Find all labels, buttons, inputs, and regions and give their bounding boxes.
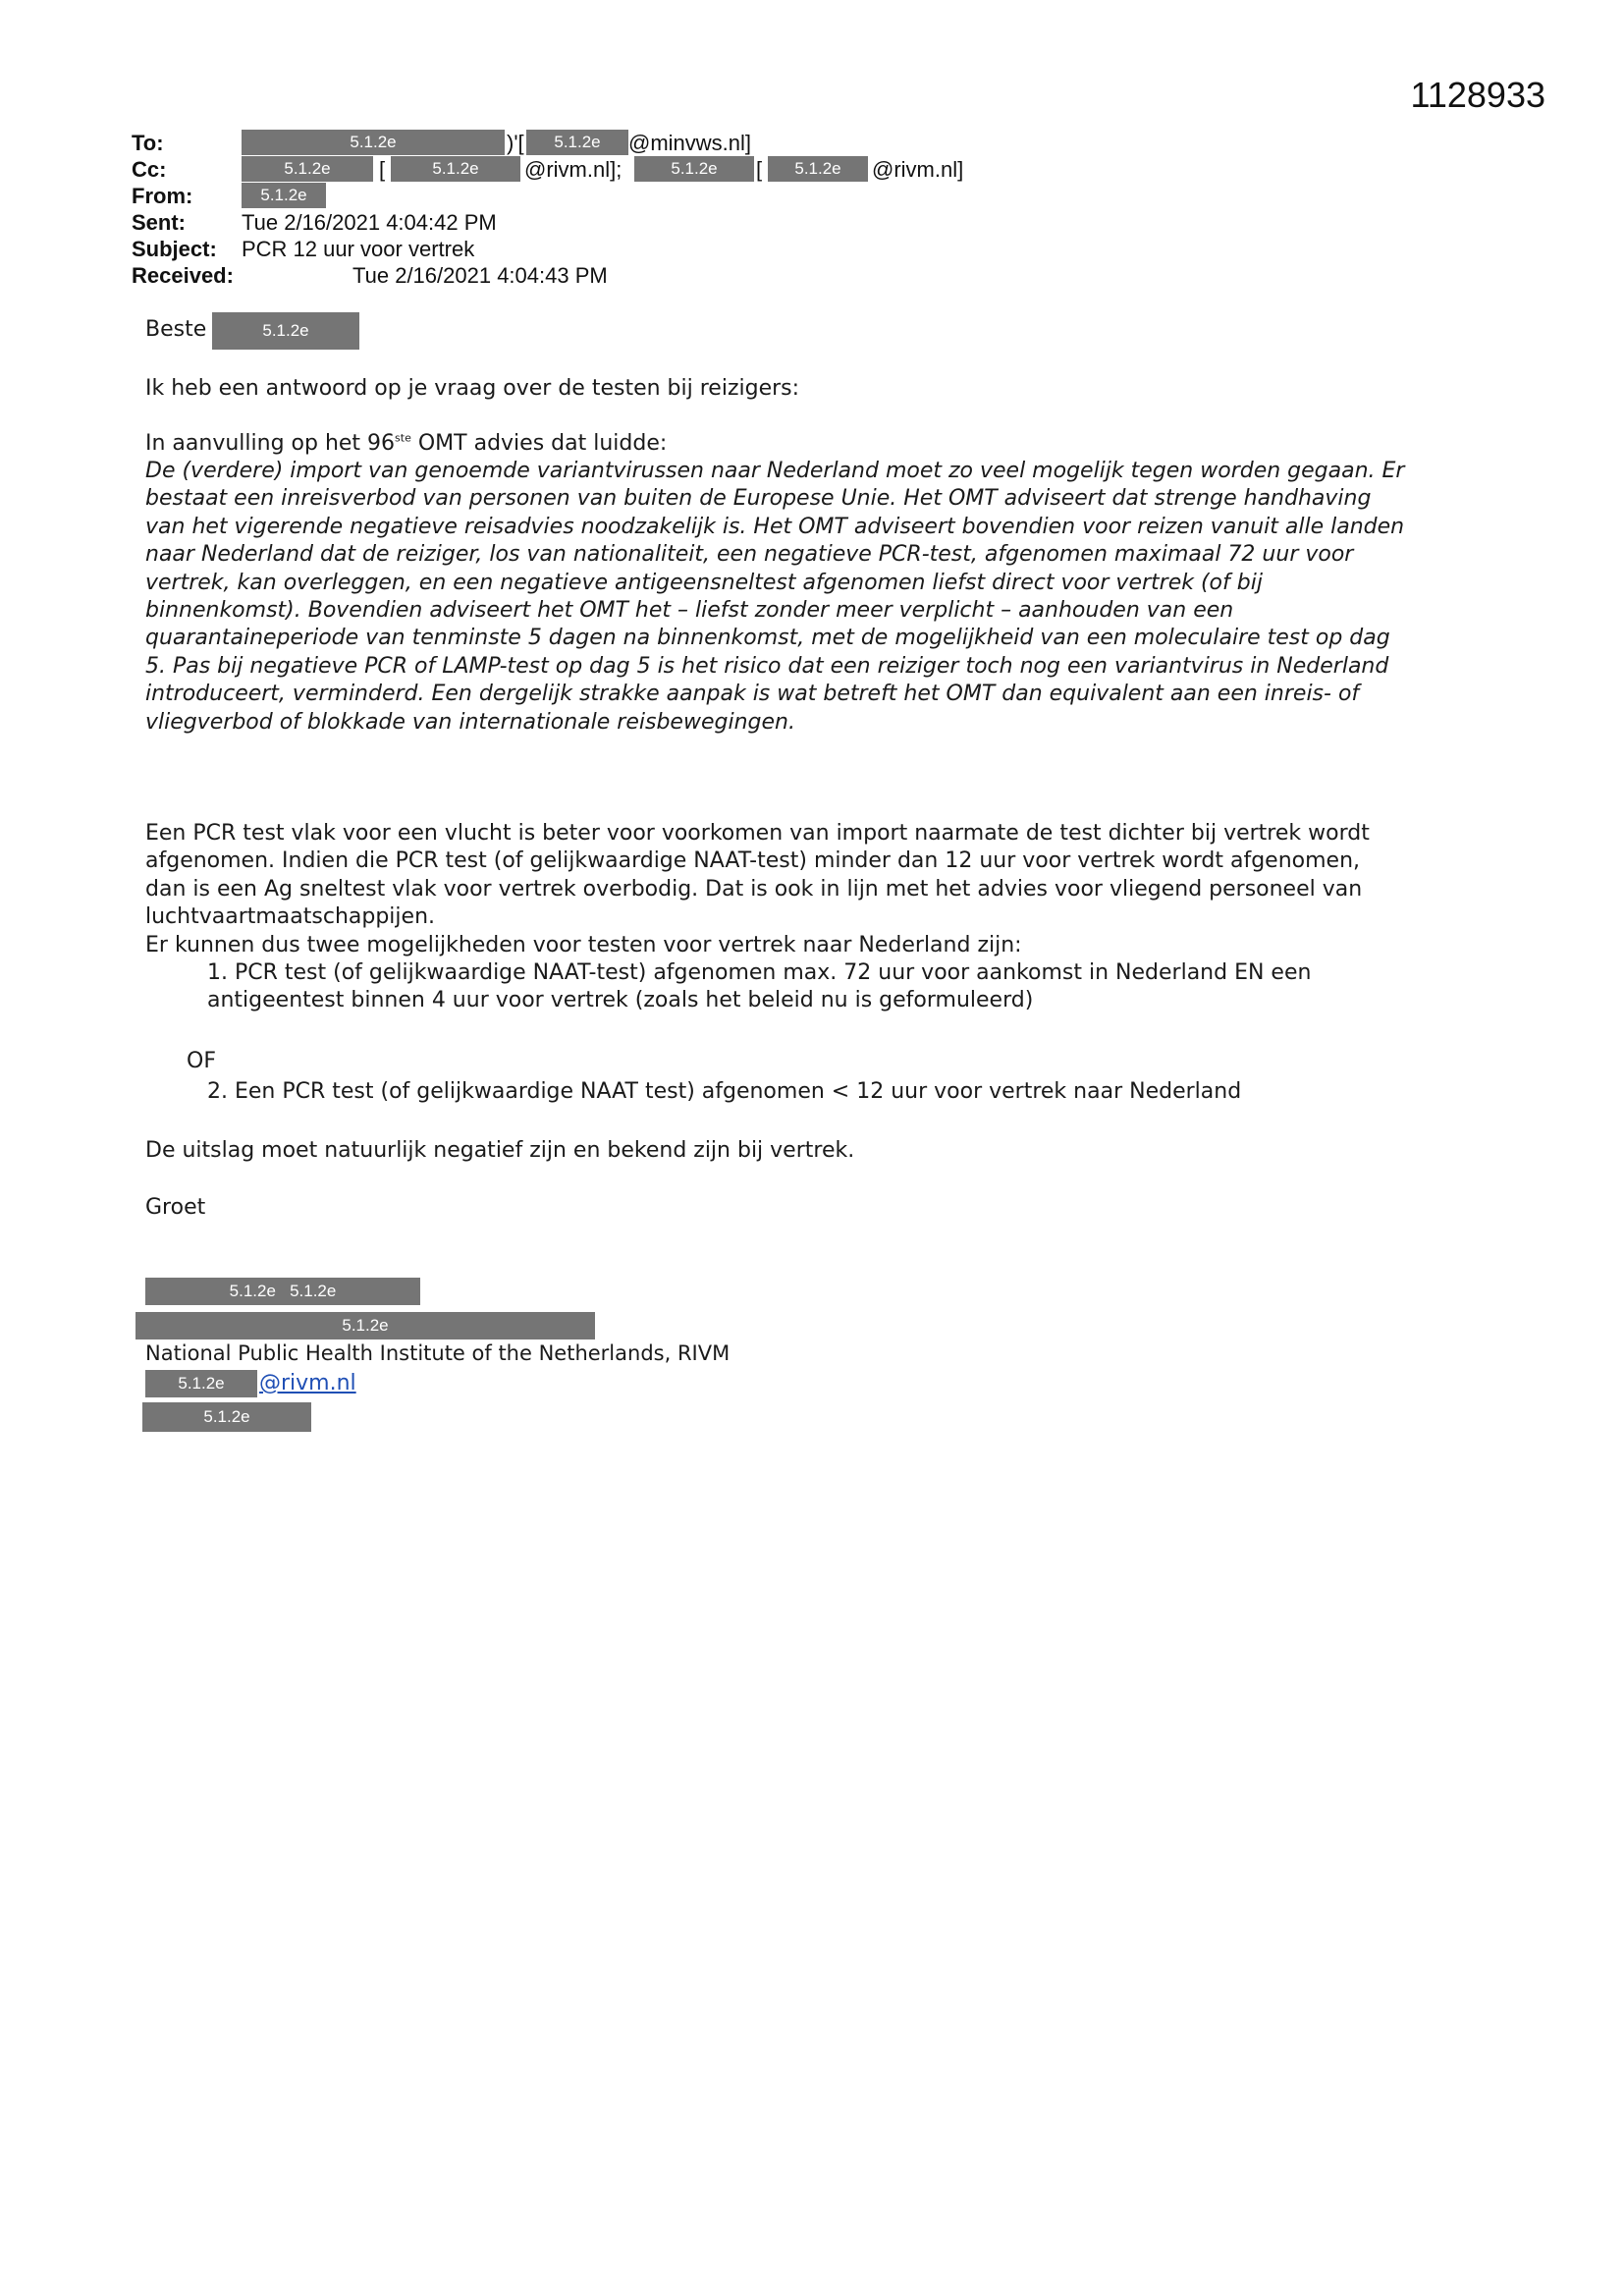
subject-value: PCR 12 uur voor vertrek bbox=[242, 237, 475, 261]
option-1 bbox=[207, 959, 1311, 1015]
quote-line: quarantaineperiode van tenminste 5 dagen na binnenkomst, met de mogelijkheid van een moleculaire test op dag bbox=[145, 626, 1390, 651]
to-domain: @minvws.nl] bbox=[628, 131, 752, 155]
sent-label: Sent: bbox=[132, 210, 186, 235]
advice-pre: In aanvulling op het 96 bbox=[145, 431, 396, 456]
quote-line: binnenkomst). Bovendien adviseert het OMT het – liefst zonder meer verplicht – aanhouden van een bbox=[145, 598, 1234, 624]
signoff: Groet bbox=[145, 1195, 206, 1220]
document-number: 1128933 bbox=[1410, 75, 1545, 115]
quote-line: 5. Pas bij negatieve PCR of LAMP-test op dag 5 is het risico dat een reiziger toch nog een variantvirus in Nederland bbox=[145, 653, 1389, 679]
cc-label: Cc: bbox=[132, 157, 167, 182]
subject-label: Subject: bbox=[132, 237, 217, 261]
sent-value: Tue 2/16/2021 4:04:42 PM bbox=[242, 210, 497, 235]
signature-institute: National Public Health Institute of the Netherlands, RIVM bbox=[145, 1341, 731, 1365]
received-label: Received: bbox=[132, 263, 234, 288]
or-separator: OF bbox=[187, 1049, 216, 1073]
to-separator: )'[ bbox=[507, 131, 524, 155]
quote-line: introduceert, verminderd. Een dergelijk strakke aanpak is wat betreft het OMT dan equivalent aan een inreis- of bbox=[145, 682, 1360, 707]
advice-intro-line bbox=[145, 430, 667, 458]
paragraph-line: Een PCR test vlak voor een vlucht is beter voor voorkomen van import naarmate de test dichter bij vertrek wordt bbox=[145, 821, 1370, 846]
option-1-line-1: 1. PCR test (of gelijkwaardige NAAT-test) afgenomen max. 72 uur voor aankomst in Nederland EN een bbox=[207, 960, 1312, 985]
closing-line: De uitslag moet natuurlijk negatief zijn en bekend zijn bij vertrek. bbox=[145, 1138, 855, 1163]
quote-line: bestaat een inreisverbod van personen van buiten de Europese Unie. Het OMT adviseert dat strenge handhaving bbox=[145, 486, 1372, 512]
advice-post: OMT advies dat luidde: bbox=[410, 431, 668, 456]
from-label: From: bbox=[132, 184, 193, 208]
explanation-paragraph bbox=[145, 820, 1370, 959]
cc-domain-2: @rivm.nl] bbox=[872, 157, 964, 182]
redacted-signature-title: 5.1.2e bbox=[135, 1312, 595, 1339]
redacted-cc-name-2: 5.1.2e bbox=[634, 156, 754, 182]
paragraph-line: Er kunnen dus twee mogelijkheden voor testen voor vertrek naar Nederland zijn: bbox=[145, 932, 1022, 957]
paragraph-line: luchtvaartmaatschappijen. bbox=[145, 904, 436, 930]
redacted-first-name: 5.1.2e bbox=[229, 1282, 276, 1300]
redacted-to-name: 5.1.2e bbox=[242, 130, 505, 155]
redacted-cc-email-1: 5.1.2e bbox=[391, 156, 520, 182]
paragraph-line: afgenomen. Indien die PCR test (of gelijkwaardige NAAT-test) minder dan 12 uur voor vertrek wordt afgenomen, bbox=[145, 848, 1361, 874]
option-1-line-2: antigeentest binnen 4 uur voor vertrek (zoals het beleid nu is geformuleerd) bbox=[207, 988, 1034, 1013]
redacted-signature-phone: 5.1.2e bbox=[142, 1402, 311, 1432]
redacted-last-name: 5.1.2e bbox=[290, 1282, 337, 1300]
redacted-to-email: 5.1.2e bbox=[526, 130, 628, 155]
signature-email-link[interactable]: @rivm.nl bbox=[259, 1371, 356, 1395]
received-value: Tue 2/16/2021 4:04:43 PM bbox=[352, 263, 608, 288]
quote-line: naar Nederland dat de reiziger, los van nationaliteit, een negatieve PCR-test, afgenomen maximaal 72 uur voor bbox=[145, 542, 1354, 568]
redacted-signature-email: 5.1.2e bbox=[145, 1370, 257, 1397]
advice-superscript: ste bbox=[395, 431, 411, 445]
greeting: Beste bbox=[145, 317, 207, 342]
quote-line: vliegverbod of blokkade van internationale reisbewegingen. bbox=[145, 709, 795, 735]
quote-line: van het vigerende negatieve reisadvies noodzakelijk is. Het OMT adviseert bovendien voor reizen vanuit alle landen bbox=[145, 514, 1405, 539]
intro-line: Ik heb een antwoord op je vraag over de testen bij reizigers: bbox=[145, 376, 800, 401]
redacted-from: 5.1.2e bbox=[242, 183, 326, 208]
paragraph-line: dan is een Ag sneltest vlak voor vertrek overbodig. Dat is ook in lijn met het advies voor vliegend personeel van bbox=[145, 876, 1363, 902]
redacted-cc-name-1: 5.1.2e bbox=[242, 156, 373, 182]
greeting-line bbox=[145, 316, 206, 344]
redacted-cc-email-2: 5.1.2e bbox=[768, 156, 868, 182]
quote-line: vertrek, kan overleggen, en een negatieve antigeensneltest afgenomen liefst direct voor vertrek (of bij bbox=[145, 570, 1263, 595]
redacted-signature-name bbox=[145, 1278, 420, 1305]
redacted-recipient-name: 5.1.2e bbox=[212, 312, 359, 350]
cc-domain-1: @rivm.nl]; bbox=[524, 157, 623, 182]
cc-separator-1: [ bbox=[379, 157, 386, 182]
omt-quote bbox=[145, 458, 1404, 737]
to-label: To: bbox=[132, 131, 164, 155]
quote-line: De (verdere) import van genoemde variantvirussen naar Nederland moet zo veel mogelijk tegen worden gegaan. Er bbox=[145, 459, 1405, 483]
cc-separator-2: [ bbox=[756, 157, 763, 182]
option-2: 2. Een PCR test (of gelijkwaardige NAAT test) afgenomen < 12 uur voor vertrek naar Nederland bbox=[207, 1079, 1242, 1104]
